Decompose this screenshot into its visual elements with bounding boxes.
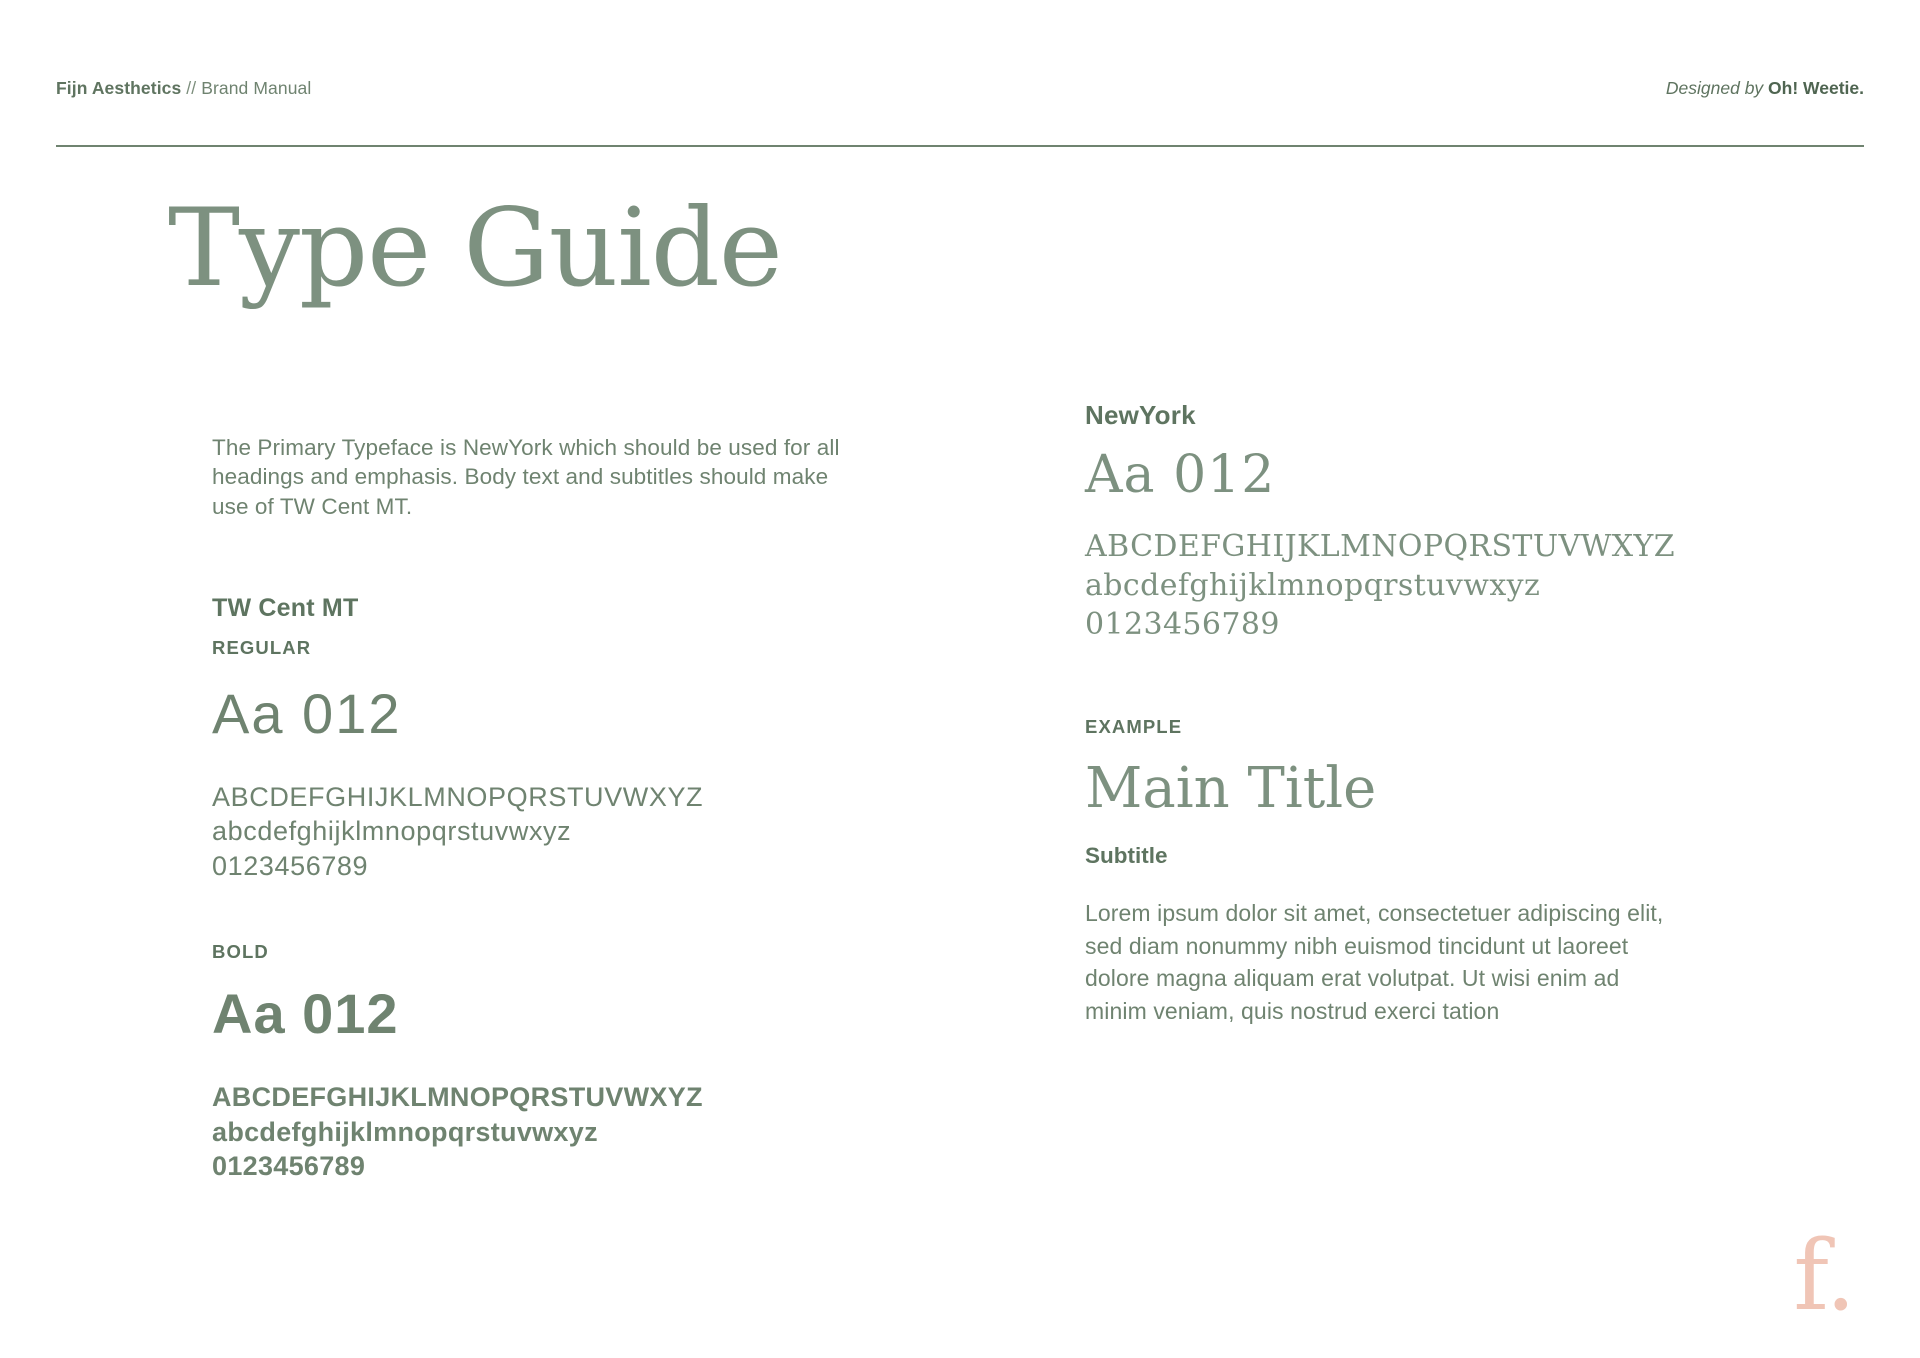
right-column (1085, 400, 1785, 1051)
brand-monogram-watermark: f. (1793, 1220, 1856, 1332)
primary-lowercase: abcdefghijklmnopqrstuvwxyz (1085, 568, 1541, 603)
secondary-bold-numerals: 0123456789 (212, 1151, 366, 1182)
document-type: Brand Manual (201, 78, 312, 98)
secondary-regular-numerals: 0123456789 (212, 850, 369, 881)
primary-font-sample: Aa 012 (1085, 445, 1276, 505)
page-header (56, 78, 1864, 99)
primary-uppercase: ABCDEFGHIJKLMNOPQRSTUVWXYZ (1085, 529, 1676, 564)
page-title: Type Guide (168, 186, 782, 311)
example-main-title: Main Title (1085, 756, 1377, 821)
intro-paragraph: The Primary Typeface is NewYork which should be used for all headings and emphasis. Body text and subtitles should make use of TW Cent MT. (212, 434, 840, 519)
brand-name: Fijn Aesthetics (56, 78, 182, 98)
secondary-regular-lowercase: abcdefghijklmnopqrstuvwxyz (212, 816, 572, 847)
secondary-font-regular-glyphs (212, 780, 852, 884)
studio-name: Oh! Weetie. (1768, 78, 1864, 98)
secondary-font-regular-sample: Aa 012 (212, 681, 402, 745)
designed-by-label: Designed by (1665, 78, 1769, 98)
secondary-regular-uppercase: ABCDEFGHIJKLMNOPQRSTUVWXYZ (212, 781, 704, 812)
primary-numerals: 0123456789 (1085, 607, 1280, 642)
example-body-copy: Lorem ipsum dolor sit amet, consectetuer adipiscing elit, sed diam nonummy nibh euismod tincidunt ut laoreet dolore magna aliquam erat volutpat. Ut wisi enim ad minim veniam, quis nostrud exerci tation (1085, 900, 1664, 1024)
example-label: EXAMPLE (1085, 716, 1183, 737)
secondary-font-bold-glyphs (212, 1080, 852, 1184)
secondary-font-bold-sample: Aa 012 (212, 982, 399, 1046)
secondary-bold-lowercase: abcdefghijklmnopqrstuvwxyz (212, 1116, 598, 1147)
secondary-font-regular-label: REGULAR (212, 636, 312, 658)
header-separator: // (181, 78, 202, 98)
header-divider (56, 145, 1864, 147)
header-credit (1666, 78, 1864, 99)
header-brand-line (56, 78, 311, 99)
primary-font-name: NewYork (1085, 400, 1196, 430)
secondary-bold-uppercase: ABCDEFGHIJKLMNOPQRSTUVWXYZ (212, 1082, 703, 1113)
left-column (212, 410, 852, 1184)
primary-font-glyphs (1085, 527, 1785, 644)
secondary-font-name: TW Cent MT (212, 593, 359, 622)
secondary-font-bold-label: BOLD (212, 941, 269, 963)
example-subtitle: Subtitle (1085, 843, 1168, 868)
